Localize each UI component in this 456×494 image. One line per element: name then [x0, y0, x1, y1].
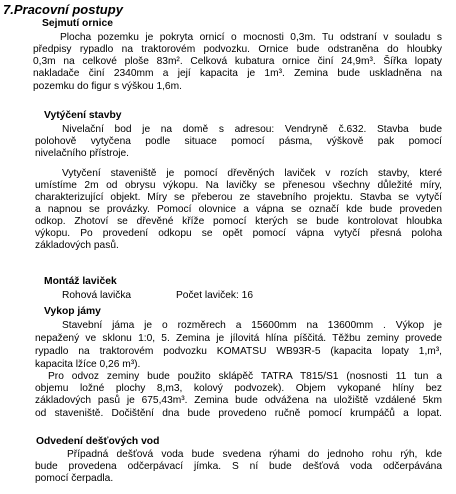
- heading-montaz-lavicek: Montáž laviček: [44, 276, 117, 287]
- vytyceni-p2-line-4: a napnou se provázky. Pomocí olovnice a vápna se označí kde bude proveden: [35, 204, 442, 215]
- heading-vykop-jamy: Vykop jámy: [44, 306, 101, 317]
- vytyceni-p1-line-2: polohově vytyčena podle situace pomocí pásma, výškově pak pomocí: [35, 136, 442, 147]
- vykop-p1-line-1: Stavební jáma je o rozměrech a 15600mm na 13600mm . Výkop je: [62, 320, 442, 331]
- vykop-p1-line-2: nepažený ve sklonu 1:0, 5. Zemina je jílovitá hlína píščitá. Těžbu zeminy provede: [35, 333, 442, 344]
- sejmuti-line-3: 0,3m na celkové ploše 83m². Celková kubatura ornice činí 24,9m³. Šířka lopaty: [33, 56, 442, 67]
- vykop-p2-line-3: základových pasů je 675,43m³. Zemina bude odvážena na uložiště vzdálené 5km: [35, 395, 442, 406]
- heading-vytyceni-stavby: Vytýčení stavby: [44, 110, 122, 121]
- vytyceni-p2-line-6: výkopu. Po provedení odkopu se opět pomocí vápna vytyčí přesná poloha: [35, 228, 442, 239]
- vytyceni-p2-line-5: odkop. Zhotoví se dřevěné kříže pomocí kterých se bude kontrolovat hloubka: [35, 216, 442, 227]
- vykop-p2-line-1: Pro odvoz zeminy bude použito sklápěč TATRA T815/S1 (nosnosti 11 tun a: [48, 371, 442, 382]
- vytyceni-p1-line-3: nivelačního přístroje.: [35, 148, 130, 159]
- sejmuti-line-2: předpisy rypadlo na traktorovém podvozku. Ornice bude odstraněna do hloubky: [33, 44, 442, 55]
- vytyceni-p2-line-1: Vytyčení staveniště je pomocí dřevěných laviček v rozích stavby, které: [62, 168, 442, 179]
- sejmuti-line-1: Plocha pozemku je pokryta ornicí o mocnosti 0,3m. Tu odstraní v souladu s: [60, 32, 442, 43]
- heading-odvedeni-destovych-vod: Odvedení dešťových vod: [36, 436, 160, 447]
- odvedeni-line-1: Případná dešťová voda bude svedena rýhami do jednoho rohu rýh, kde: [67, 449, 442, 460]
- vytyceni-p1-line-1: Nivelační bod je na domě s adresou: Vendryně č.632. Stavba bude: [62, 124, 442, 135]
- lavicka-count: Počet laviček: 16: [176, 290, 254, 301]
- lavicka-type: Rohová lavička: [62, 290, 132, 301]
- sejmuti-line-5: pozemku do figur s výškou 1,6m.: [33, 81, 182, 92]
- vykop-p1-line-4: kapacita lžíce 0,26 m³).: [35, 359, 141, 370]
- sejmuti-line-4: nakladače činí 2340mm a její kapacita je 1m³. Zemina bude uskladněna na: [33, 68, 442, 79]
- vytyceni-p2-line-2: umístíme 2m od obrysu výkopu. Na lavičky se přenesou všechny důležité míry,: [35, 180, 442, 191]
- vykop-p2-line-4: od staveniště. Dočištění dna bude provedeno ručně pomocí krumpáčů a lopat.: [35, 408, 442, 419]
- vytyceni-p2-line-3: charakterizující objekt. Míry se přeberou ze stavebního projektu. Stavba se vytyčí: [35, 192, 442, 203]
- vytyceni-p2-line-7: základových pasů.: [35, 240, 119, 251]
- vykop-p2-line-2: objemu ložné plochy 8,m3, kolový podvozek). Objem vykopané hlíny bez: [35, 383, 442, 394]
- vykop-p1-line-3: rypadlo na traktorovém podvozku KOMATSU WB93R-5 (kapacita lopaty 1,m³,: [35, 346, 442, 357]
- odvedeni-line-2: bude provedena odčerpávací jímka. S ní bude dešťová voda odčerpávána: [35, 461, 442, 472]
- page-title: 7.Pracovní postupy: [3, 2, 123, 17]
- heading-sejmuti-ornice: Sejmutí ornice: [42, 18, 113, 29]
- odvedeni-line-3: pomocí čerpadla.: [35, 473, 114, 484]
